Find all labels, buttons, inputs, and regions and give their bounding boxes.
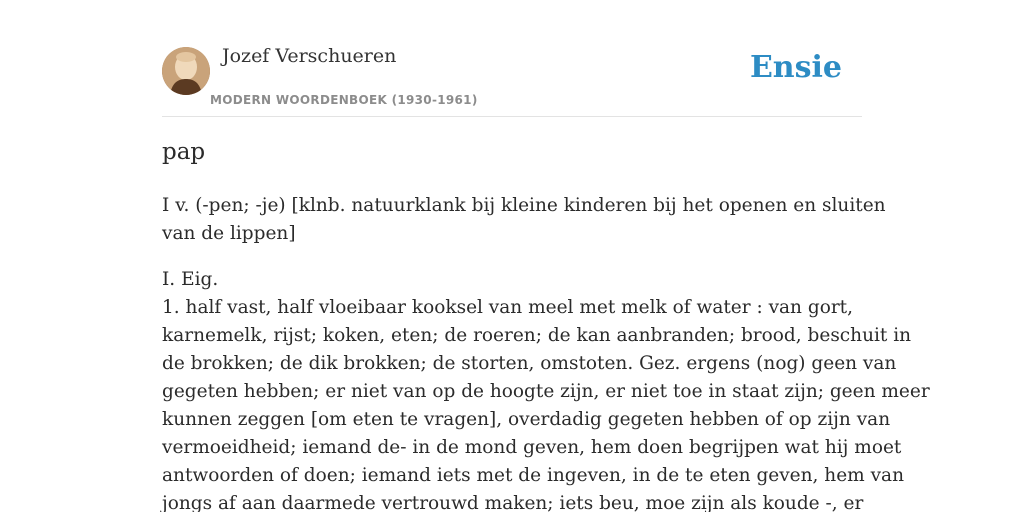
entry-title: pap xyxy=(162,139,206,165)
page-container xyxy=(162,0,930,512)
ensie-logo[interactable]: Ensie xyxy=(749,50,842,85)
entry-definition-body xyxy=(162,266,930,512)
text-line: antwoorden of doen; iemand iets met de ingeven, in de te eten geven, hem van xyxy=(162,465,904,486)
text-line: I. Eig. xyxy=(162,269,219,290)
text-line: van de lippen] xyxy=(162,223,296,244)
text-line: vermoeidheid; iemand de- in de mond geven, hem doen begrijpen wat hij moet xyxy=(162,437,902,458)
author-avatar[interactable] xyxy=(162,47,210,95)
entry-definition-intro xyxy=(162,192,886,248)
text-line: gegeten hebben; er niet van op de hoogte zijn, er niet toe in staat zijn; geen meer xyxy=(162,381,930,402)
text-line: karnemelk, rijst; koken, eten; de roeren; de kan aanbranden; brood, beschuit in xyxy=(162,325,912,346)
source-label[interactable]: MODERN WOORDENBOEK (1930-1961) xyxy=(210,93,478,107)
text-line: 1. half vast, half vloeibaar kooksel van meel met melk of water : van gort, xyxy=(162,297,853,318)
portrait-image xyxy=(162,47,210,95)
text-line: kunnen zeggen [om eten te vragen], overdadig gegeten hebben of op zijn van xyxy=(162,409,891,430)
text-line: jongs af aan daarmede vertrouwd maken; iets beu, moe zijn als koude -, er xyxy=(162,493,864,512)
header xyxy=(162,0,862,117)
text-line: I v. (-pen; -je) [klnb. natuurklank bij kleine kinderen bij het openen en sluiten xyxy=(162,195,886,216)
author-name[interactable]: Jozef Verschueren xyxy=(222,45,397,67)
text-line: de brokken; de dik brokken; de storten, omstoten. Gez. ergens (nog) geen van xyxy=(162,353,897,374)
